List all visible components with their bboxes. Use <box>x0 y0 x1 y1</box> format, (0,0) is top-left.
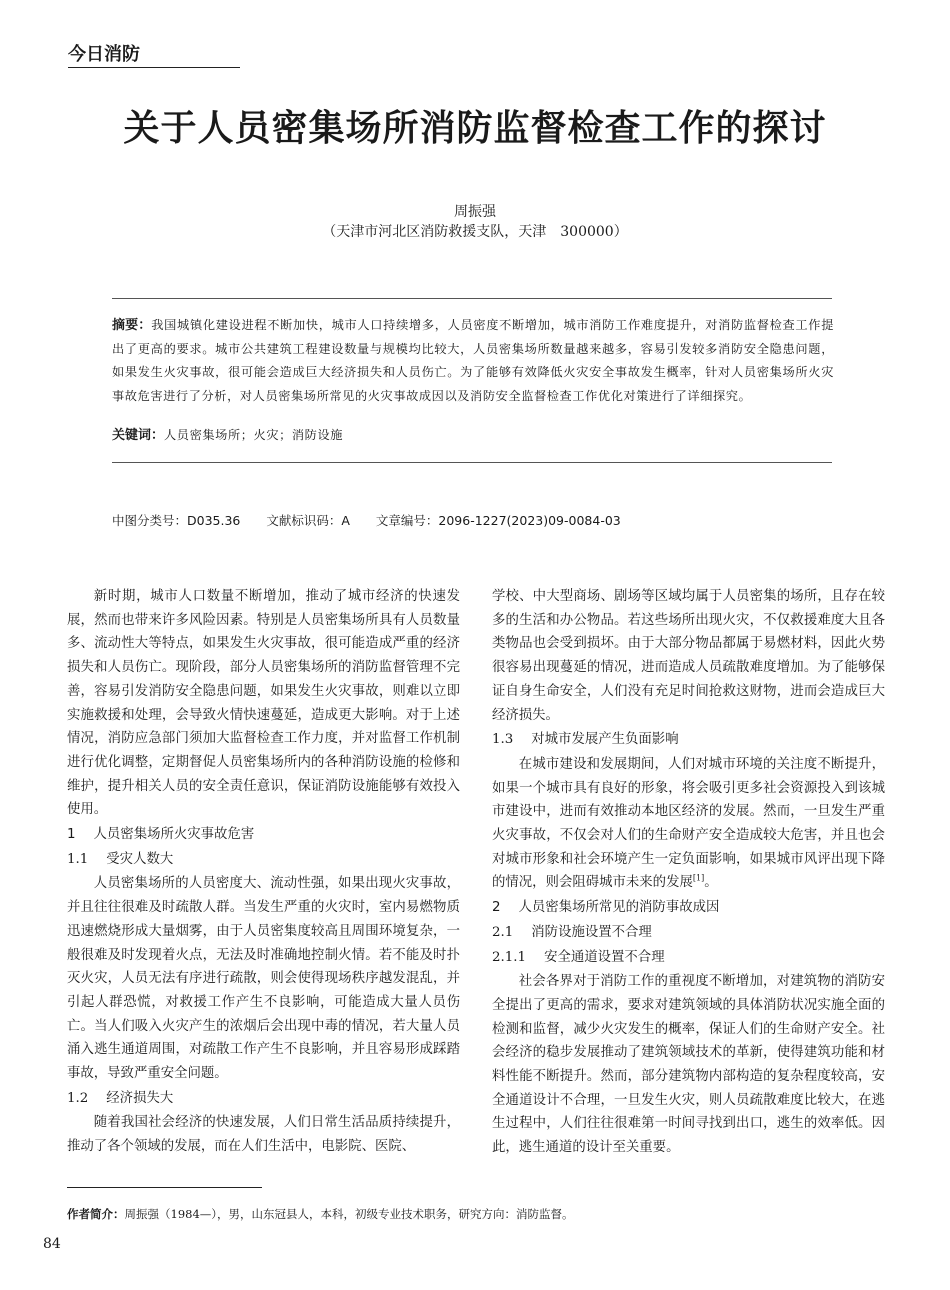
body-right-column <box>492 585 885 1160</box>
section-heading-2-1-1: 2.1.1 安全通道设置不合理 <box>492 949 665 965</box>
paragraph: 新时期，城市人口数量不断增加，推动了城市经济的快速发展，然而也带来许多风险因素。特别是人员密集场所具有人员数量多、流动性大等特点，如果发生火灾事故，很可能造成严重的经济损失和人员伤亡。现阶段，部分人员密集场所的消防监督管理不完善，容易引发消防安全隐患问题，如果发生火灾事故，则难以立即实施救援和处理，会导致火情快速蔓延，造成更大影响。对于上述情况，消防应急部门须加大监督检查工作力度，并对监督工作机制进行优化调整，定期督促人员密集场所内的各种消防设施的检修和维护，提升相关人员的安全责任意识，保证消防设施能够有效投入使用。 <box>67 589 460 818</box>
author-affiliation: （天津市河北区消防救援支队，天津 300000） <box>322 224 628 240</box>
section-heading-2-1: 2.1 消防设施设置不合理 <box>492 924 652 940</box>
footnote-text: 周振强（1984—），男，山东冠县人，本科，初级专业技术职务，研究方向：消防监督。 <box>124 1207 574 1221</box>
paragraph: 学校、中大型商场、剧场等区域均属于人员密集的场所，且存在较多的生活和办公物品。若这些场所出现火灾，不仅救援难度大且各类物品也会受到损坏。由于大部分物品都属于易燃材料，因此火势很容易出现蔓延的情况，进而造成人员疏散难度增加。为了能够保证自身生命安全，人们没有充足时间抢救这财物，进而会造成巨大经济损失。 <box>492 589 885 723</box>
section-heading-1-2: 1.2 经济损失大 <box>67 1090 174 1106</box>
keywords <box>112 424 834 447</box>
section-heading-2: 2 人员密集场所常见的消防事故成因 <box>492 900 720 916</box>
author-footnote <box>67 1206 574 1222</box>
abstract <box>112 314 834 408</box>
classification-line <box>112 511 643 529</box>
paragraph: 社会各界对于消防工作的重视度不断增加，对建筑物的消防安全提出了更高的需求，要求对建筑领域的具体消防状况实施全面的检测和监督，减少火灾发生的概率，保证人们的生命财产安全。社会经济的稳步发展推动了建筑领域技术的革新，使得建筑功能和材料性能不断提升。然而，部分建筑物内部构造的复杂程度较高，安全通道设计不合理，一旦发生火灾，则人员疏散难度比较大，在逃生过程中，人们往往很难第一时间寻找到出口，逃生的效率低。因此，逃生通道的设计至关重要。 <box>492 974 885 1156</box>
section-heading-1-3: 1.3 对城市发展产生负面影响 <box>492 732 679 748</box>
paragraph: 在城市建设和发展期间，人们对城市环境的关注度不断提升，如果一个城市具有良好的形象，将会吸引更多社会资源投入到该城市建设中，进而有效推动本地区经济的发展。然而，一旦发生严重火灾事故，不仅会对人们的生命财产安全造成较大危害，并且也会对城市形象和社会环境产生一定负面影响，如果城市风评出现下降的情况，则会阻碍城市未来的发展[1]。 <box>492 756 885 891</box>
paragraph: 随着我国社会经济的快速发展，人们日常生活品质持续提升，推动了各个领域的发展，而在人们生活中，电影院、医院、 <box>67 1115 460 1155</box>
document-code: 文献标识码：A <box>266 513 350 528</box>
page-number: 84 <box>43 1236 61 1252</box>
abstract-text: 我国城镇化建设进程不断加快，城市人口持续增多，人员密度不断增加，城市消防工作难度提升，对消防监督检查工作提出了更高的要求。城市公共建筑工程建设数量与规模均比较大，人员密集场所数量越来越多，容易引发较多消防安全隐患问题，如果发生火灾事故，很可能会造成巨大经济损失和人员伤亡。为了能够有效降低火灾安全事故发生概率，针对人员密集场所火灾事故危害进行了分析，对人员密集场所常见的火灾事故成因以及消防安全监督检查工作优化对策进行了详细探究。 <box>112 318 834 403</box>
citation-ref[interactable]: [1] <box>692 873 705 883</box>
journal-name: 今日消防 <box>68 44 140 65</box>
article-title: 关于人员密集场所消防监督检查工作的探讨 <box>123 107 827 149</box>
journal-rule <box>68 67 240 68</box>
footnote-rule <box>67 1187 262 1188</box>
footnote-label: 作者简介： <box>67 1207 125 1221</box>
abstract-bottom-rule <box>112 462 832 463</box>
paragraph: 人员密集场所的人员密度大、流动性强，如果出现火灾事故，并且往往很难及时疏散人群。当发生严重的火灾时，室内易燃物质迅速燃烧形成大量烟雾，由于人员密集度较高且周围环境复杂，一般很难及时发现着火点，无法及时准确地控制火情。若不能及时扑灭火灾，人员无法有序进行疏散，则会使得现场秩序越发混乱，并引起人群恐慌，对救援工作产生不良影响，可能造成大量人员伤亡。当人们吸入火灾产生的浓烟后会出现中毒的情况，若大量人员涌入逃生通道周围，对疏散工作产生不良影响，并且容易形成踩踏事故，导致严重安全问题。 <box>67 876 460 1082</box>
abstract-top-rule <box>112 298 832 299</box>
body-left-column <box>67 585 460 1159</box>
author-name: 周振强 <box>454 204 496 220</box>
abstract-label: 摘要： <box>112 318 152 333</box>
section-heading-1-1: 1.1 受灾人数大 <box>67 851 174 867</box>
keywords-label: 关键词： <box>112 428 165 443</box>
article-number: 文章编号：2096-1227(2023)09-0084-03 <box>375 513 621 528</box>
clc-number: 中图分类号：D035.36 <box>112 513 241 528</box>
section-heading-1: 1 人员密集场所火灾事故危害 <box>67 827 255 843</box>
keywords-text: 人员密集场所；火灾；消防设施 <box>164 428 344 442</box>
